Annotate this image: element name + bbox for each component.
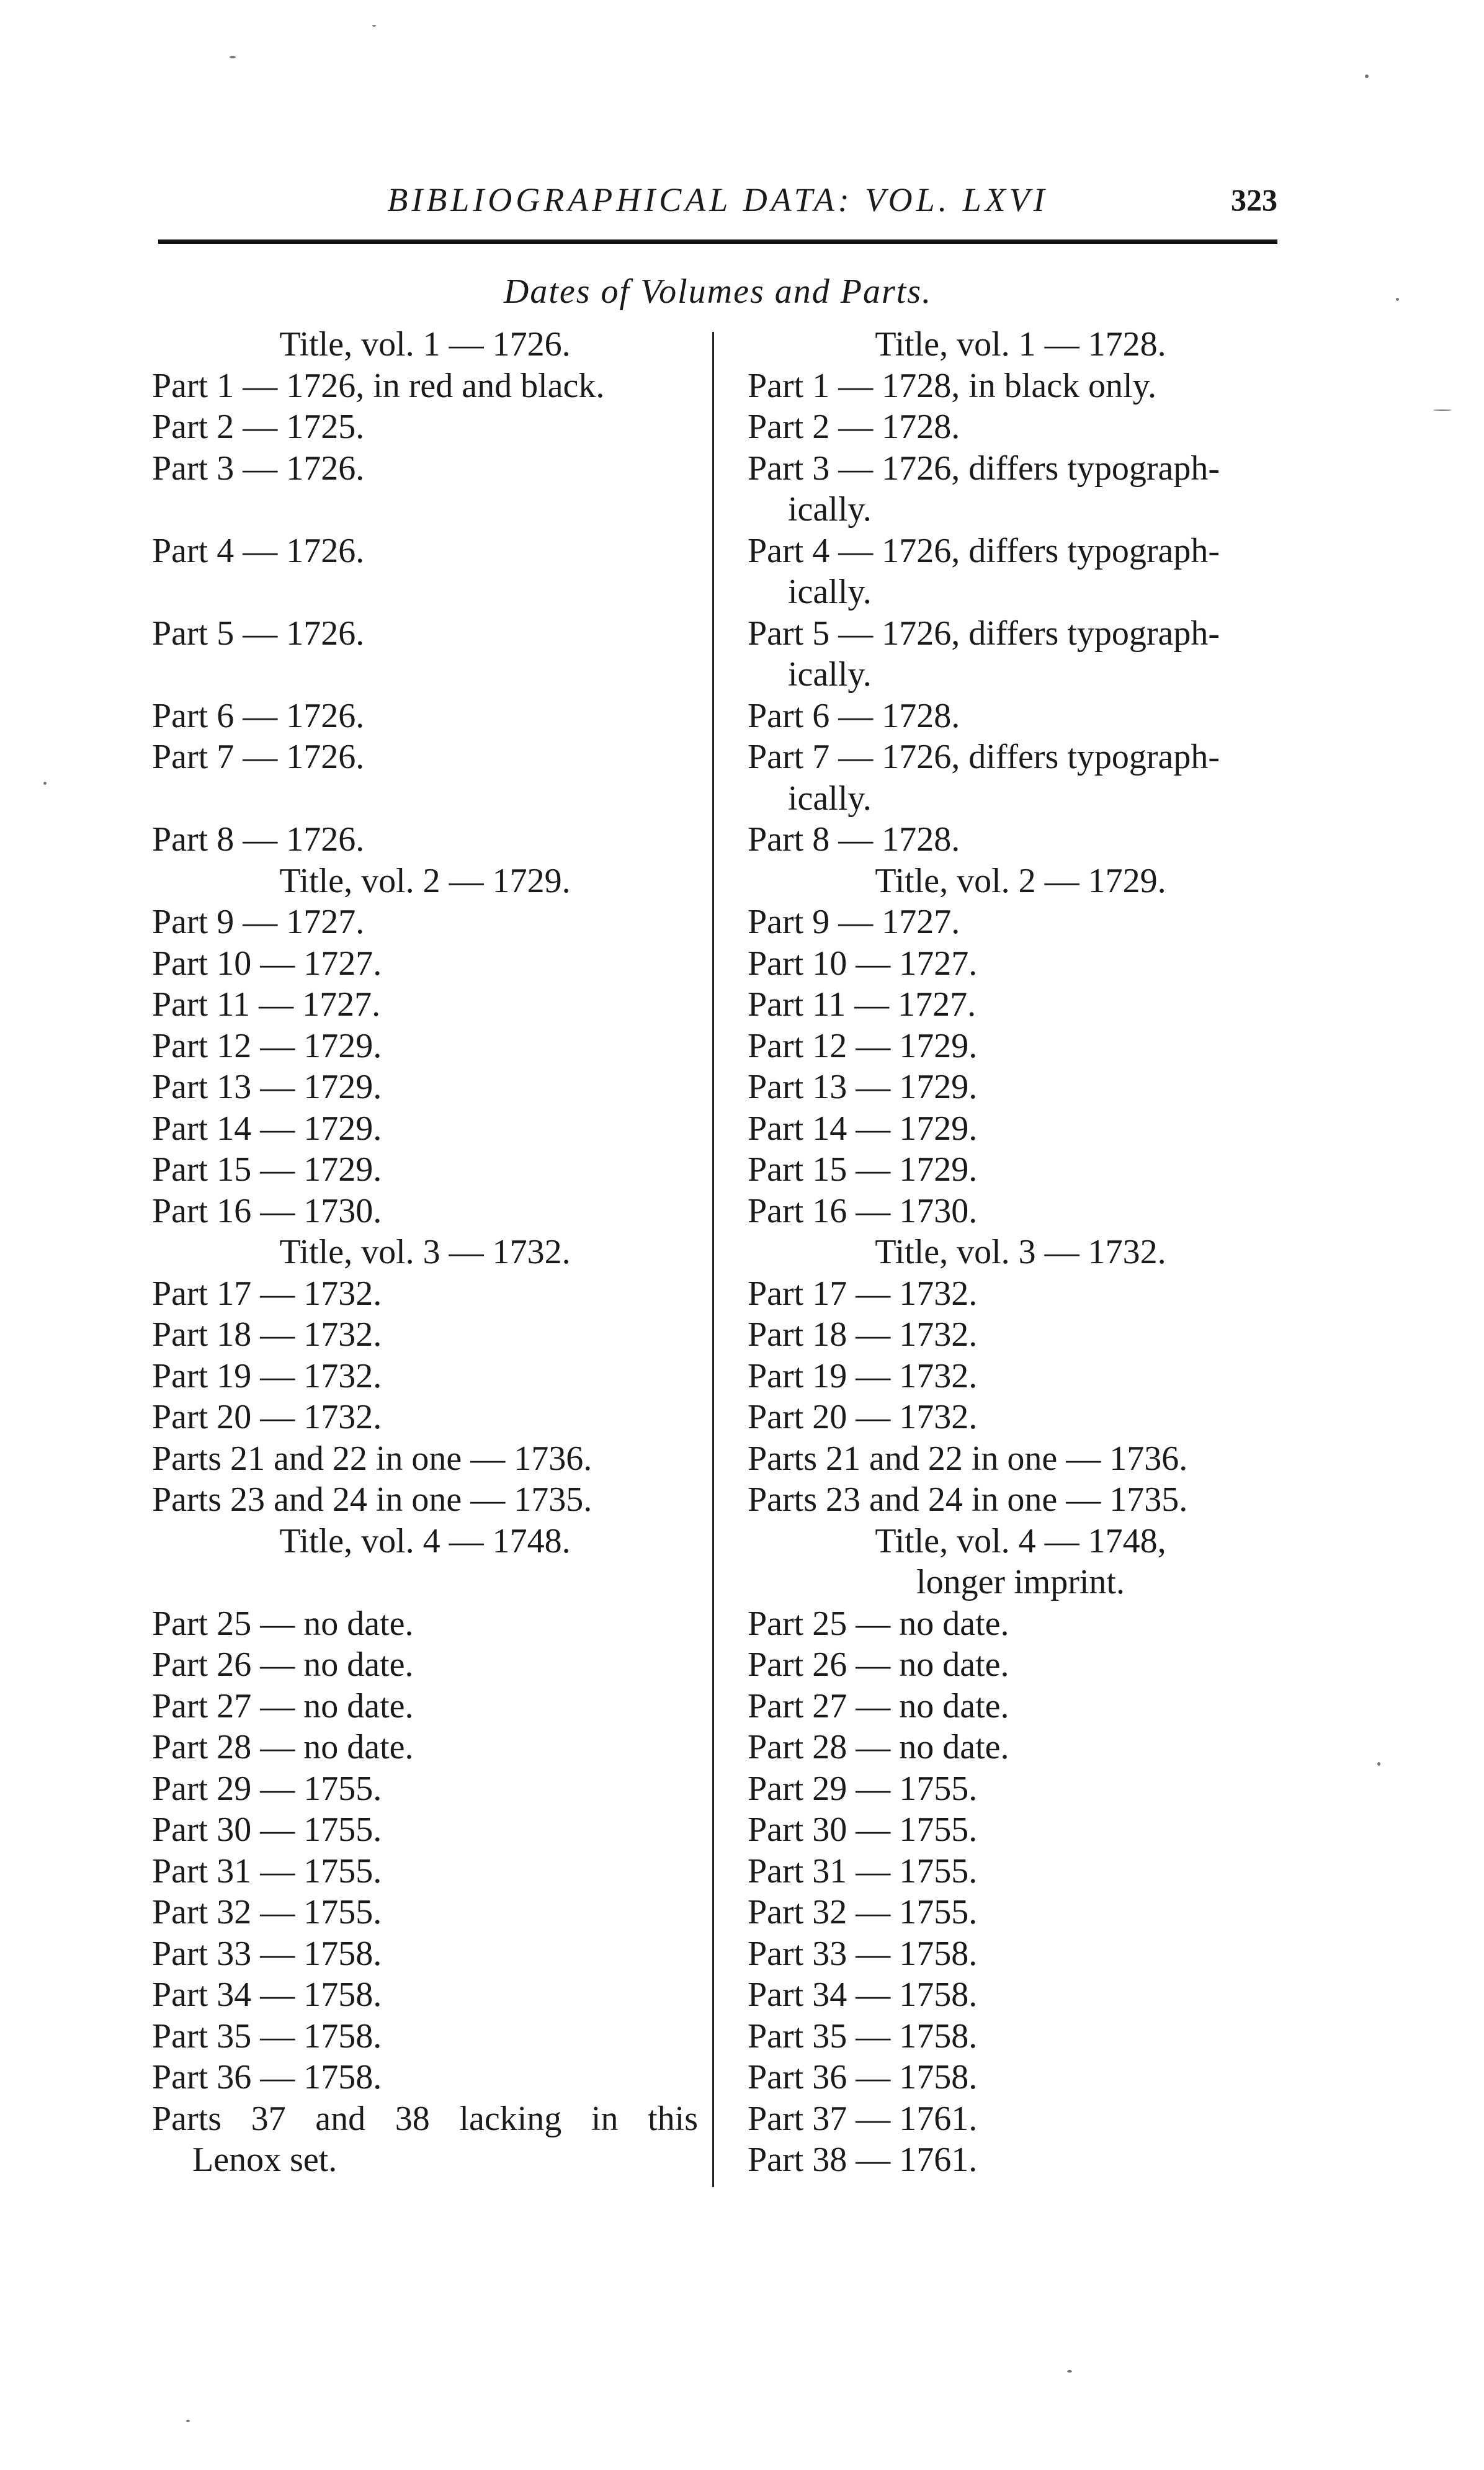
left-entry: Part 30 — 1755.: [152, 1810, 382, 1849]
right-entry: Part 7 — 1726, differs typograph-: [748, 738, 1220, 776]
right-entry-continuation: ically.: [788, 573, 872, 611]
left-entry-lacking: Parts 37 and 38 lacking in this: [152, 2099, 698, 2138]
page-number: 323: [1231, 182, 1277, 217]
left-entry: Part 2 — 1725.: [152, 408, 365, 446]
spacer: [152, 1562, 698, 1603]
right-entry: Part 31 — 1755.: [748, 1851, 978, 1891]
right-entry: Part 29 — 1755.: [748, 1769, 978, 1808]
right-entry-continuation: ically.: [788, 655, 872, 694]
scan-speck: [372, 25, 376, 27]
right-entry: Part 37 — 1761.: [748, 2099, 978, 2138]
scan-speck: [1377, 1762, 1380, 1766]
left-entry: Part 13 — 1729.: [152, 1068, 382, 1106]
left-entry: Part 32 — 1755.: [152, 1893, 382, 1931]
left-entry: Part 16 — 1730.: [152, 1191, 382, 1230]
right-entry: Part 19 — 1732.: [748, 1356, 978, 1395]
header-rule: [158, 239, 1277, 244]
left-entry: Part 26 — no date.: [152, 1645, 414, 1684]
scan-speck: [230, 56, 236, 58]
spacer: [152, 489, 698, 530]
left-entry: Part 28 — no date.: [152, 1728, 414, 1766]
left-entry: Part 25 — no date.: [152, 1604, 414, 1643]
right-title-vol-3: Title, vol. 3 — 1732.: [875, 1233, 1166, 1271]
right-entry: Part 10 — 1727.: [748, 944, 978, 983]
left-entry: Part 11 — 1727.: [152, 985, 381, 1024]
right-entry: Part 36 — 1758.: [748, 2058, 978, 2096]
left-entry: Part 31 — 1755.: [152, 1851, 382, 1891]
left-entry: Part 1 — 1726, in red and black.: [152, 366, 605, 405]
left-entry: Part 15 — 1729.: [152, 1150, 382, 1189]
right-entry: Parts 21 and 22 in one — 1736.: [748, 1439, 1188, 1478]
left-entry: Parts 21 and 22 in one — 1736.: [152, 1439, 592, 1478]
right-entry-continuation: ically.: [788, 490, 872, 529]
section-heading: Dates of Volumes and Parts.: [503, 272, 932, 311]
spacer: [152, 654, 698, 696]
left-title-vol-1: Title, vol. 1 — 1726.: [279, 325, 571, 364]
left-entry: Part 6 — 1726.: [152, 696, 365, 735]
left-entry: Part 29 — 1755.: [152, 1769, 382, 1808]
right-entry: Part 27 — no date.: [748, 1686, 1009, 1725]
right-entry: Part 33 — 1758.: [748, 1934, 978, 1973]
right-entry: Part 16 — 1730.: [748, 1191, 978, 1230]
spacer: [152, 778, 698, 820]
scan-speck: [1365, 74, 1369, 78]
right-title-vol-2: Title, vol. 2 — 1729.: [875, 861, 1166, 900]
right-title-vol-1: Title, vol. 1 — 1728.: [875, 325, 1166, 364]
spacer: [152, 571, 698, 613]
right-entry: Part 20 — 1732.: [748, 1398, 978, 1436]
scan-speck: [1396, 298, 1399, 301]
scan-speck: [43, 782, 47, 785]
right-entry: Part 12 — 1729.: [748, 1026, 978, 1065]
left-entry: Part 19 — 1732.: [152, 1356, 382, 1395]
right-entry: Part 11 — 1727.: [748, 985, 977, 1024]
right-entry: Part 13 — 1729.: [748, 1068, 978, 1106]
left-column: [152, 324, 698, 2181]
right-title-vol-4: Title, vol. 4 — 1748,: [875, 1521, 1166, 1560]
left-entry: Part 14 — 1729.: [152, 1109, 382, 1148]
left-title-vol-2: Title, vol. 2 — 1729.: [279, 861, 571, 900]
right-entry: Part 15 — 1729.: [748, 1150, 978, 1189]
right-entry: Part 6 — 1728.: [748, 696, 960, 735]
scan-speck: [1067, 2370, 1072, 2373]
right-entry: Part 28 — no date.: [748, 1728, 1009, 1766]
left-entry-continuation: Lenox set.: [192, 2141, 337, 2179]
left-entry: Part 33 — 1758.: [152, 1934, 382, 1973]
left-entry: Part 17 — 1732.: [152, 1274, 382, 1313]
left-entry: Part 18 — 1732.: [152, 1315, 382, 1354]
right-entry: Part 34 — 1758.: [748, 1976, 978, 2014]
right-title-vol-4-continuation: longer imprint.: [916, 1563, 1125, 1601]
left-entry: Part 12 — 1729.: [152, 1026, 382, 1065]
right-column: [748, 324, 1294, 2181]
running-head: [158, 175, 1277, 225]
left-entry: Part 34 — 1758.: [152, 1976, 382, 2014]
right-entry: Part 18 — 1732.: [748, 1315, 978, 1354]
right-entry: Part 5 — 1726, differs typograph-: [748, 614, 1220, 653]
right-entry: Part 2 — 1728.: [748, 408, 960, 446]
right-entry: Part 4 — 1726, differs typograph-: [748, 531, 1220, 570]
left-entry: Part 5 — 1726.: [152, 614, 365, 653]
right-entry: Part 35 — 1758.: [748, 2016, 978, 2056]
right-entry: Part 32 — 1755.: [748, 1893, 978, 1931]
running-title: BIBLIOGRAPHICAL DATA: VOL. LXVI: [387, 181, 1048, 218]
left-entry: Part 10 — 1727.: [152, 944, 382, 983]
left-entry: Parts 23 and 24 in one — 1735.: [152, 1480, 592, 1519]
right-entry: Parts 23 and 24 in one — 1735.: [748, 1480, 1188, 1519]
left-entry: Part 35 — 1758.: [152, 2016, 382, 2056]
left-entry: Part 20 — 1732.: [152, 1398, 382, 1436]
left-entry: Part 3 — 1726.: [152, 449, 365, 488]
right-entry: Part 25 — no date.: [748, 1604, 1009, 1643]
right-entry: Part 26 — no date.: [748, 1645, 1009, 1684]
scan-speck: [1433, 409, 1452, 411]
right-entry: Part 38 — 1761.: [748, 2141, 978, 2179]
right-entry: Part 30 — 1755.: [748, 1810, 978, 1849]
right-entry: Part 14 — 1729.: [748, 1109, 978, 1148]
left-entry: Part 4 — 1726.: [152, 531, 365, 570]
left-entry: Part 9 — 1727.: [152, 903, 365, 941]
left-entry: Part 8 — 1726.: [152, 820, 365, 859]
right-entry: Part 8 — 1728.: [748, 820, 960, 859]
left-entry: Part 27 — no date.: [152, 1686, 414, 1725]
left-title-vol-4: Title, vol. 4 — 1748.: [279, 1521, 571, 1560]
left-title-vol-3: Title, vol. 3 — 1732.: [279, 1233, 571, 1271]
right-entry-continuation: ically.: [788, 779, 872, 818]
column-divider: [712, 332, 714, 2187]
scan-speck: [186, 2420, 190, 2422]
left-entry: Part 7 — 1726.: [152, 738, 365, 776]
right-entry: Part 9 — 1727.: [748, 903, 960, 941]
right-entry: Part 17 — 1732.: [748, 1274, 978, 1313]
right-entry: Part 1 — 1728, in black only.: [748, 366, 1156, 405]
left-entry: Part 36 — 1758.: [152, 2058, 382, 2096]
right-entry: Part 3 — 1726, differs typograph-: [748, 449, 1220, 488]
